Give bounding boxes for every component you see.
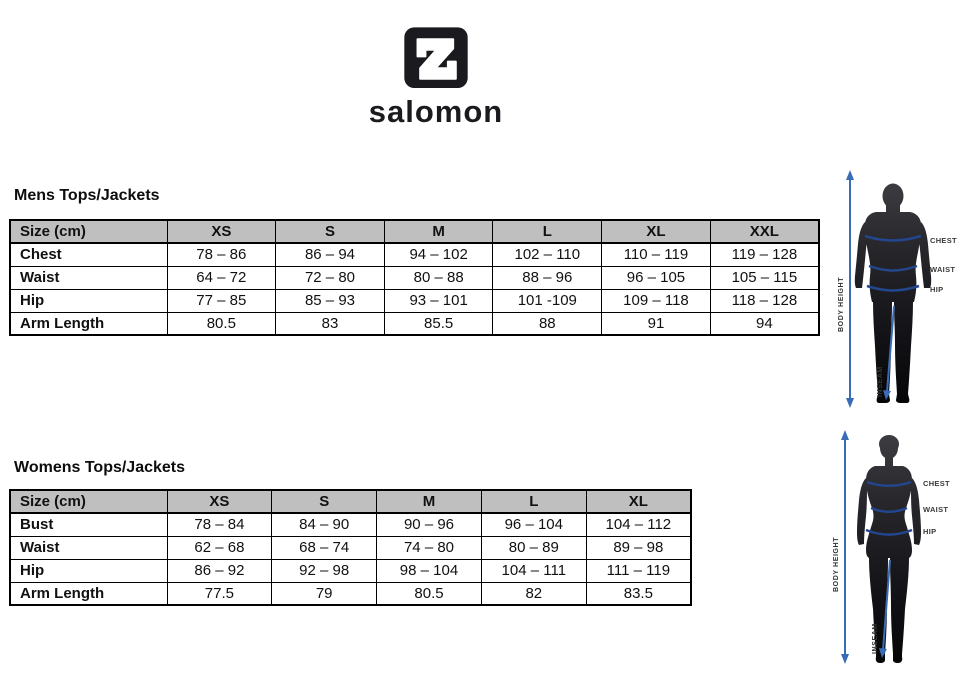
female-waist-label: WAIST [923,505,949,514]
size-cell: 80 – 89 [481,536,586,559]
row-label: Waist [10,266,167,289]
column-header: Size (cm) [10,490,167,513]
mens-size-table [9,219,820,336]
size-cell: 68 – 74 [272,536,377,559]
male-chest-label: CHEST [930,236,957,245]
size-cell: 94 – 102 [384,243,493,266]
size-cell: 86 – 94 [276,243,385,266]
column-header: Size (cm) [10,220,167,243]
table-row [10,266,819,289]
size-cell: 88 [493,312,602,335]
female-measurement-figure [833,424,963,676]
size-cell: 92 – 98 [272,559,377,582]
column-header: XL [586,490,691,513]
size-cell: 96 – 105 [602,266,711,289]
male-measurement-figure [836,166,964,412]
female-chest-label: CHEST [923,479,950,488]
column-header: L [493,220,602,243]
row-label: Waist [10,536,167,559]
female-inseam-label: INSEAM [872,623,879,654]
female-figure-svg [833,424,963,676]
size-cell: 104 – 112 [586,513,691,536]
body-height-arrow [846,170,854,408]
brand-wordmark: salomon [368,94,504,129]
column-header: S [276,220,385,243]
size-cell: 85.5 [384,312,493,335]
size-cell: 83.5 [586,582,691,605]
male-inseam-label: INSEAM [877,366,884,397]
column-header: S [272,490,377,513]
size-cell: 111 – 119 [586,559,691,582]
size-cell: 119 – 128 [710,243,819,266]
size-cell: 78 – 84 [167,513,272,536]
size-cell: 85 – 93 [276,289,385,312]
size-cell: 79 [272,582,377,605]
womens-section-title: Womens Tops/Jackets [14,459,186,476]
table-row [10,536,691,559]
size-cell: 77.5 [167,582,272,605]
row-label: Hip [10,289,167,312]
male-body-height-label: BODY HEIGHT [838,276,845,332]
male-silhouette [855,184,931,404]
table-row [10,513,691,536]
size-cell: 91 [602,312,711,335]
size-cell: 88 – 96 [493,266,602,289]
brand-logo [356,26,516,130]
column-header: L [481,490,586,513]
size-cell: 74 – 80 [377,536,482,559]
row-label: Arm Length [10,312,167,335]
row-label: Arm Length [10,582,167,605]
size-cell: 89 – 98 [586,536,691,559]
size-cell: 102 – 110 [493,243,602,266]
size-cell: 98 – 104 [377,559,482,582]
size-cell: 96 – 104 [481,513,586,536]
column-header: XS [167,220,276,243]
male-figure-svg [836,166,964,412]
size-cell: 94 [710,312,819,335]
female-body-height-label: BODY HEIGHT [833,536,840,592]
size-cell: 78 – 86 [167,243,276,266]
row-label: Chest [10,243,167,266]
table-row [10,582,691,605]
table-row [10,312,819,335]
size-cell: 62 – 68 [167,536,272,559]
size-cell: 105 – 115 [710,266,819,289]
size-cell: 82 [481,582,586,605]
column-header: XS [167,490,272,513]
size-cell: 86 – 92 [167,559,272,582]
male-hip-label: HIP [930,285,944,294]
column-header: M [377,490,482,513]
size-cell: 110 – 119 [602,243,711,266]
size-cell: 104 – 111 [481,559,586,582]
header-row [10,220,819,243]
table-row [10,559,691,582]
header-row [10,490,691,513]
size-cell: 80.5 [377,582,482,605]
size-cell: 72 – 80 [276,266,385,289]
size-cell: 93 – 101 [384,289,493,312]
size-cell: 101 -109 [493,289,602,312]
mens-section-title: Mens Tops/Jackets [14,187,160,204]
size-cell: 80 – 88 [384,266,493,289]
size-cell: 118 – 128 [710,289,819,312]
table-row [10,243,819,266]
female-silhouette [857,435,921,663]
size-cell: 64 – 72 [167,266,276,289]
row-label: Hip [10,559,167,582]
male-waist-label: WAIST [930,265,956,274]
column-header: XXL [710,220,819,243]
size-cell: 84 – 90 [272,513,377,536]
column-header: M [384,220,493,243]
female-hip-label: HIP [923,527,937,536]
size-cell: 109 – 118 [602,289,711,312]
size-cell: 77 – 85 [167,289,276,312]
row-label: Bust [10,513,167,536]
size-cell: 90 – 96 [377,513,482,536]
column-header: XL [602,220,711,243]
table-row [10,289,819,312]
salomon-s-logo-icon [401,26,471,92]
body-height-arrow [841,430,849,664]
womens-size-table [9,489,692,606]
size-cell: 80.5 [167,312,276,335]
size-cell: 83 [276,312,385,335]
